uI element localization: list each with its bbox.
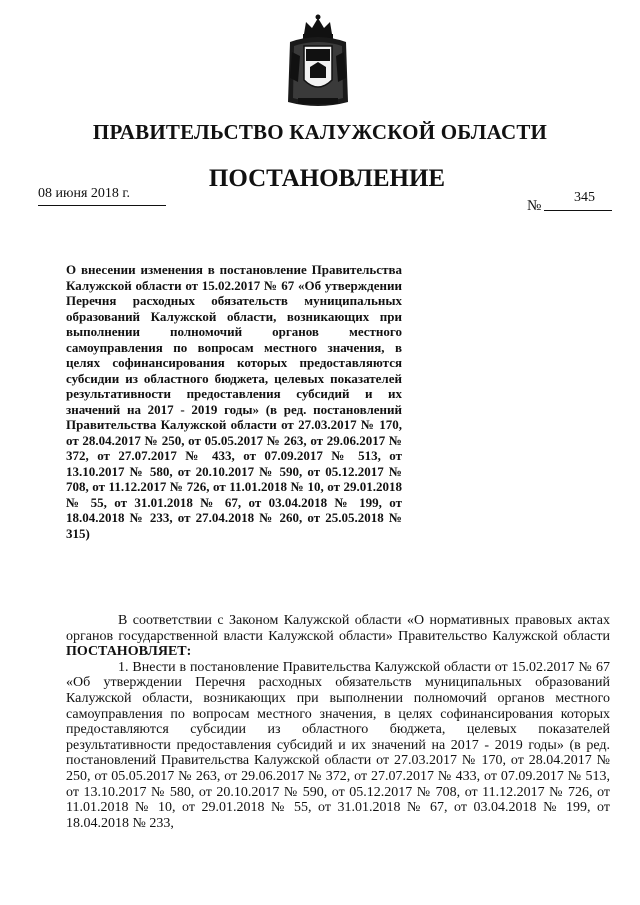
item-1-paragraph: 1. Внести в постановление Правительства Калужской области от 15.02.2017 № 67 «Об утверждении Перечня расходных обязательств муниципальных образований Калужской области, возникающих при выполнении полномочий органов местного самоуправления по вопросам местного значения, в целях софинансирования которых предоставляются субсидии из областного бюджета, целевых показателей результативности предоставления субсидий и их значений на 2017 - 2019 годы» (в ред. постановлений Правительства Калужской области от 27.03.2017 № 170, от 28.04.2017 № 250, от 05.05.2017 № 263, от 29.06.2017 № 372, от 27.07.2017 № 433, от 07.09.2017 № 513, от 13.10.2017 № 580, от 20.10.2017 № 590, от 05.12.2017 № 708, от 11.12.2017 № 726, от 11.01.2018 № 10, от 29.01.2018 № 55, от 31.01.2018 № 67, от 03.04.2018 № 199, от 18.04.2018 № 233, — [66, 659, 610, 831]
document-date: 08 июня 2018 г. — [38, 186, 131, 201]
document-subject: О внесении изменения в постановление Правительства Калужской области от 15.02.2017 № 67 «Об утверждении Перечня расходных обязательств муниципальных образований Калужской области, возникающих при выполнении полномочий органов местного самоуправления по вопросам местного значения, в целях софинансирования которых предоставляются субсидии из областного бюджета, целевых показателей результативности предоставления субсидий и их значений на 2017 - 2019 годы» (в ред. постановлений Правительства Калужской области от 27.03.2017 № 170, от 28.04.2017 № 250, от 05.05.2017 № 263, от 29.06.2017 № 372, от 27.07.2017 № 433, от 07.09.2017 № 513, от 13.10.2017 № 580, от 20.10.2017 № 590, от 05.12.2017 № 708, от 11.12.2017 № 726, от 11.01.2018 № 10, от 29.01.2018 № 55, от 31.01.2018 № 67, от 03.04.2018 № 199, от 18.04.2018 № 233, от 27.04.2018 № 260, от 25.05.2018 № 315) — [66, 262, 402, 541]
document-number: 345 — [574, 190, 595, 205]
preamble-paragraph — [66, 613, 610, 660]
preamble-text: В соответствии с Законом Калужской области «О нормативных правовых актах органов государственной власти Калужской области» Правительство Калужской области — [66, 613, 610, 644]
document-type-heading: ПОСТАНОВЛЕНИЕ — [208, 165, 446, 192]
kaluga-coat-of-arms-icon — [284, 12, 352, 112]
government-title: ПРАВИТЕЛЬСТВО КАЛУЖСКОЙ ОБЛАСТИ — [92, 120, 548, 144]
document-body — [66, 613, 610, 831]
number-underline — [544, 210, 612, 211]
date-underline — [38, 205, 166, 206]
resolves-heading: ПОСТАНОВЛЯЕТ: — [66, 644, 192, 660]
number-sign: № — [527, 198, 542, 214]
